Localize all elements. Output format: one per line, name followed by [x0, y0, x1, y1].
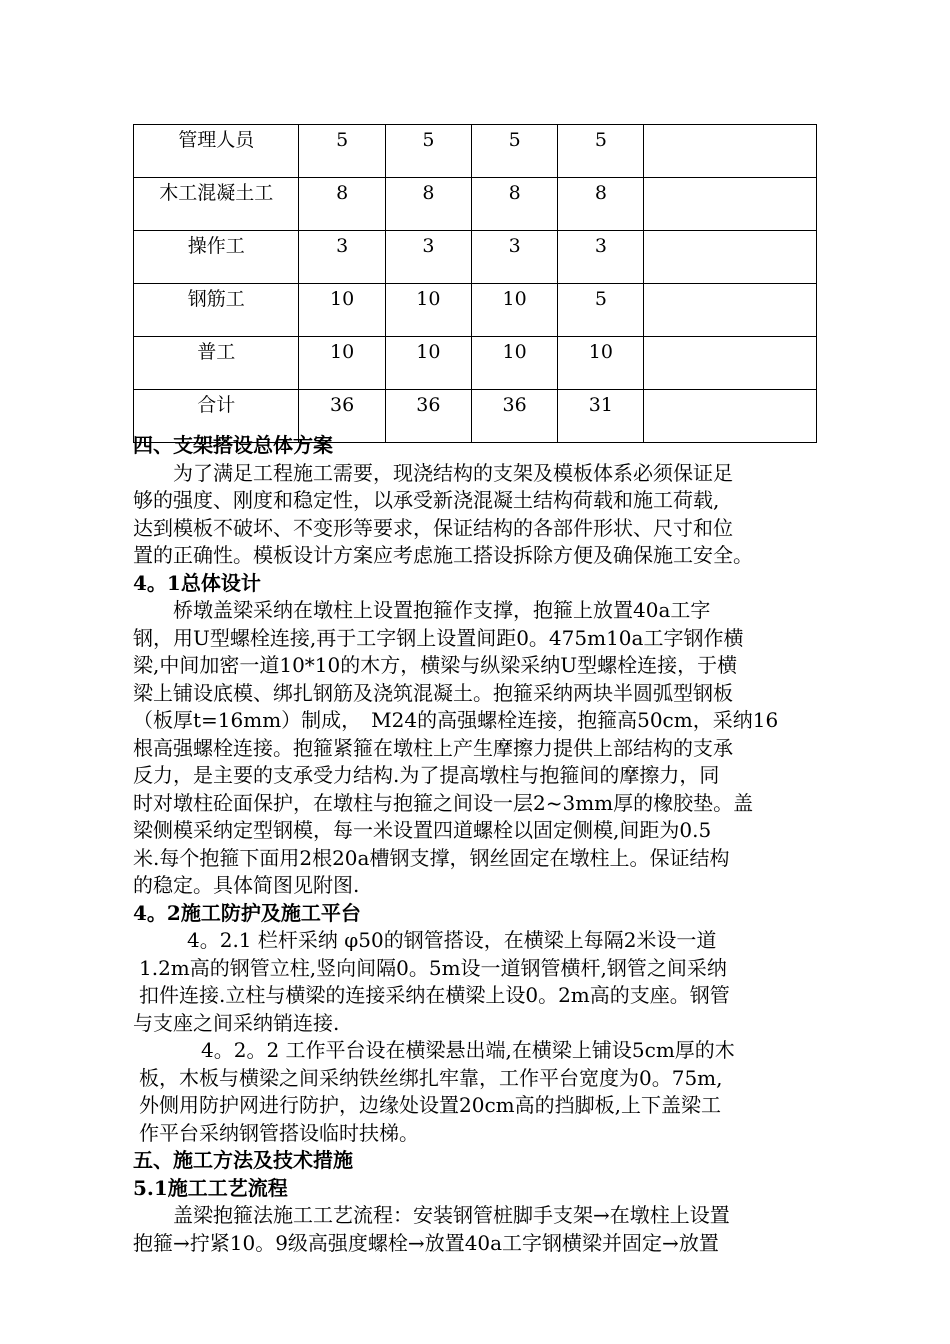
table-cell: 10 [299, 284, 385, 337]
text-line: 板，木板与横梁之间采纳铁丝绑扎牢靠，工作平台宽度为0。75m, [139, 1065, 723, 1090]
text-line: 置的正确性。模板设计方案应考虑施工搭设拆除方便及确保施工安全。 [133, 543, 753, 567]
staffing-table [133, 124, 817, 443]
table-cell-role: 操作工 [134, 231, 299, 284]
table-cell-role: 木工混凝土工 [134, 178, 299, 231]
table-row [134, 125, 817, 178]
table-cell-empty [644, 284, 817, 337]
subsection-4-1-title: 4。1总体设计 [133, 570, 261, 595]
text-line: 盖梁抱箍法施工工艺流程：安装钢管桩脚手支架→在墩柱上设置 [173, 1203, 730, 1227]
document-body [133, 432, 823, 1257]
subsection-4-2-body [133, 927, 823, 1147]
section-4-intro [133, 460, 823, 570]
subsection-4-2-title: 4。2施工防护及施工平台 [133, 900, 361, 925]
table-cell: 31 [558, 390, 644, 443]
subsection-5-1-title: 5.1施工工艺流程 [133, 1175, 288, 1200]
text-line: 抱箍→拧紧10。9级高强度螺栓→放置40a工字钢横梁并固定→放置 [133, 1230, 719, 1255]
table-row [134, 284, 817, 337]
table-cell: 36 [299, 390, 385, 443]
section-5-title: 五、施工方法及技术措施 [133, 1148, 353, 1172]
text-line: 4。2。2 工作平台设在横梁悬出端,在横梁上铺设5cm厚的木 [201, 1038, 735, 1062]
text-line: 4。2.1 栏杆采纳 φ50的钢管搭设，在横梁上每隔2米设一道 [187, 928, 717, 952]
table-cell: 5 [558, 284, 644, 337]
text-line: 米.每个抱箍下面用2根20a槽钢支撑，钢丝固定在墩柱上。保证结构 [133, 845, 730, 870]
subsection-4-1-body [133, 597, 823, 900]
table-cell: 3 [299, 231, 385, 284]
table-cell: 8 [471, 178, 557, 231]
text-line: 梁,中间加密一道10*10的木方，横梁与纵梁采纳U型螺栓连接，于横 [133, 653, 738, 677]
table-cell: 5 [471, 125, 557, 178]
table-cell-empty [644, 125, 817, 178]
table-cell: 10 [471, 284, 557, 337]
table-cell: 3 [471, 231, 557, 284]
table-cell: 5 [385, 125, 471, 178]
table-row [134, 337, 817, 390]
table-cell-role: 管理人员 [134, 125, 299, 178]
text-line: 反力，是主要的支承受力结构.为了提高墩柱与抱箍间的摩擦力，同 [133, 763, 720, 787]
section-4-title: 四、支架搭设总体方案 [133, 433, 333, 457]
table-cell: 5 [558, 125, 644, 178]
table-cell: 8 [385, 178, 471, 231]
text-line: （板厚t=16mm）制成， M24的高强螺栓连接，抱箍高50cm，采纳16 [133, 708, 779, 732]
text-line: 外侧用防护网进行防护，边缘处设置20cm高的挡脚板,上下盖梁工 [139, 1093, 721, 1117]
table-cell: 5 [299, 125, 385, 178]
text-line: 桥墩盖梁采纳在墩柱上设置抱箍作支撑，抱箍上放置40a工字 [173, 598, 711, 622]
table-cell: 10 [385, 284, 471, 337]
table-cell-role: 合计 [134, 390, 299, 443]
text-line: 达到模板不破坏、不变形等要求，保证结构的各部件形状、尺寸和位 [133, 515, 733, 540]
table-cell-role: 钢筋工 [134, 284, 299, 337]
table-cell-empty [644, 337, 817, 390]
table-cell: 36 [385, 390, 471, 443]
text-line: 扣件连接.立柱与横梁的连接采纳在横梁上设0。2m高的支座。钢管 [139, 983, 730, 1007]
table-cell: 3 [558, 231, 644, 284]
table-cell: 10 [471, 337, 557, 390]
table-cell: 8 [558, 178, 644, 231]
table-cell: 8 [299, 178, 385, 231]
text-line: 的稳定。具体简图见附图. [133, 873, 360, 897]
text-line: 为了满足工程施工需要，现浇结构的支架及模板体系必须保证足 [173, 460, 733, 485]
table-row [134, 231, 817, 284]
text-line: 时对墩柱砼面保护，在墩柱与抱箍之间设一层2~3mm厚的橡胶垫。盖 [133, 790, 754, 815]
table-cell: 10 [385, 337, 471, 390]
text-line: 1.2m高的钢管立柱,竖向间隔0。5m设一道钢管横杆,钢管之间采纳 [139, 955, 727, 980]
text-line: 根高强螺栓连接。抱箍紧箍在墩柱上产生摩擦力提供上部结构的支承 [133, 735, 733, 760]
subsection-5-1-body [133, 1202, 823, 1257]
table-cell: 10 [558, 337, 644, 390]
table-cell-empty [644, 178, 817, 231]
table-cell-empty [644, 231, 817, 284]
text-line: 梁上铺设底模、绑扎钢筋及浇筑混凝土。抱箍采纳两块半圆弧型钢板 [133, 680, 733, 705]
text-line: 够的强度、刚度和稳定性，以承受新浇混凝土结构荷载和施工荷载, [133, 488, 720, 512]
table-cell: 36 [471, 390, 557, 443]
text-line: 作平台采纳钢管搭设临时扶梯。 [139, 1120, 419, 1145]
table-cell: 10 [299, 337, 385, 390]
text-line: 钢，用U型螺栓连接,再于工字钢上设置间距0。475m10a工字钢作横 [133, 625, 744, 650]
table-row [134, 178, 817, 231]
table-cell-role: 普工 [134, 337, 299, 390]
table-cell: 3 [385, 231, 471, 284]
text-line: 梁侧模采纳定型钢模，每一米设置四道螺栓以固定侧模,间距为0.5 [133, 818, 712, 842]
text-line: 与支座之间采纳销连接. [133, 1010, 340, 1035]
